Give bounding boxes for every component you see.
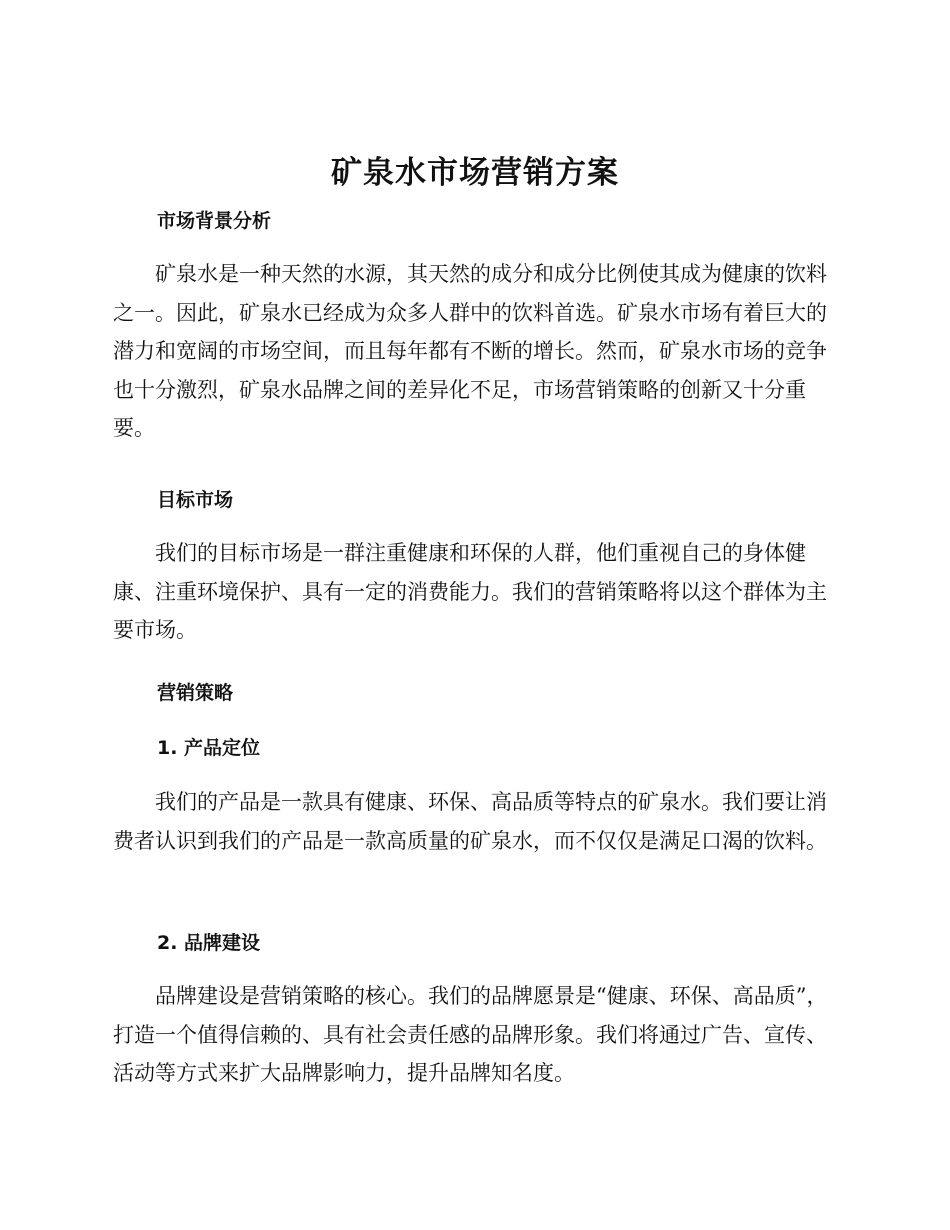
section-heading-product-positioning: 1. 产品定位: [157, 737, 261, 759]
section-paragraph-brand-building: 品牌建设是营销策略的核心。我们的品牌愿景是“健康、环保、高品质”，打造一个值得信赖的、具有社会责任感的品牌形象。我们将通过广告、宣传、活动等方式来扩大品牌影响力，提升品牌知名度。: [113, 984, 828, 1085]
section-paragraph-target-market: 我们的目标市场是一群注重健康和环保的人群，他们重视自己的身体健康、注重环境保护、具有一定的消费能力。我们的营销策略将以这个群体为主要市场。: [113, 541, 827, 642]
section-heading-target-market: 目标市场: [157, 489, 234, 511]
section-heading-market-background: 市场背景分析: [157, 210, 272, 232]
document-title: 矿泉水市场营销方案: [331, 155, 619, 191]
section-paragraph-market-background: 矿泉水是一种天然的水源，其天然的成分和成分比例使其成为健康的饮料之一。因此，矿泉水已经成为众多人群中的饮料首选。矿泉水市场有着巨大的潜力和宽阔的市场空间，而且每年都有不断的增长。然而，矿泉水市场的竞争也十分激烈，矿泉水品牌之间的差异化不足，市场营销策略的创新又十分重要。: [113, 262, 827, 440]
section-heading-marketing-strategy: 营销策略: [157, 682, 234, 704]
section-paragraph-product-positioning: 我们的产品是一款具有健康、环保、高品质等特点的矿泉水。我们要让消费者认识到我们的产品是一款高质量的矿泉水，而不仅仅是满足口渴的饮料。: [113, 790, 827, 853]
section-heading-brand-building: 2. 品牌建设: [157, 932, 261, 954]
